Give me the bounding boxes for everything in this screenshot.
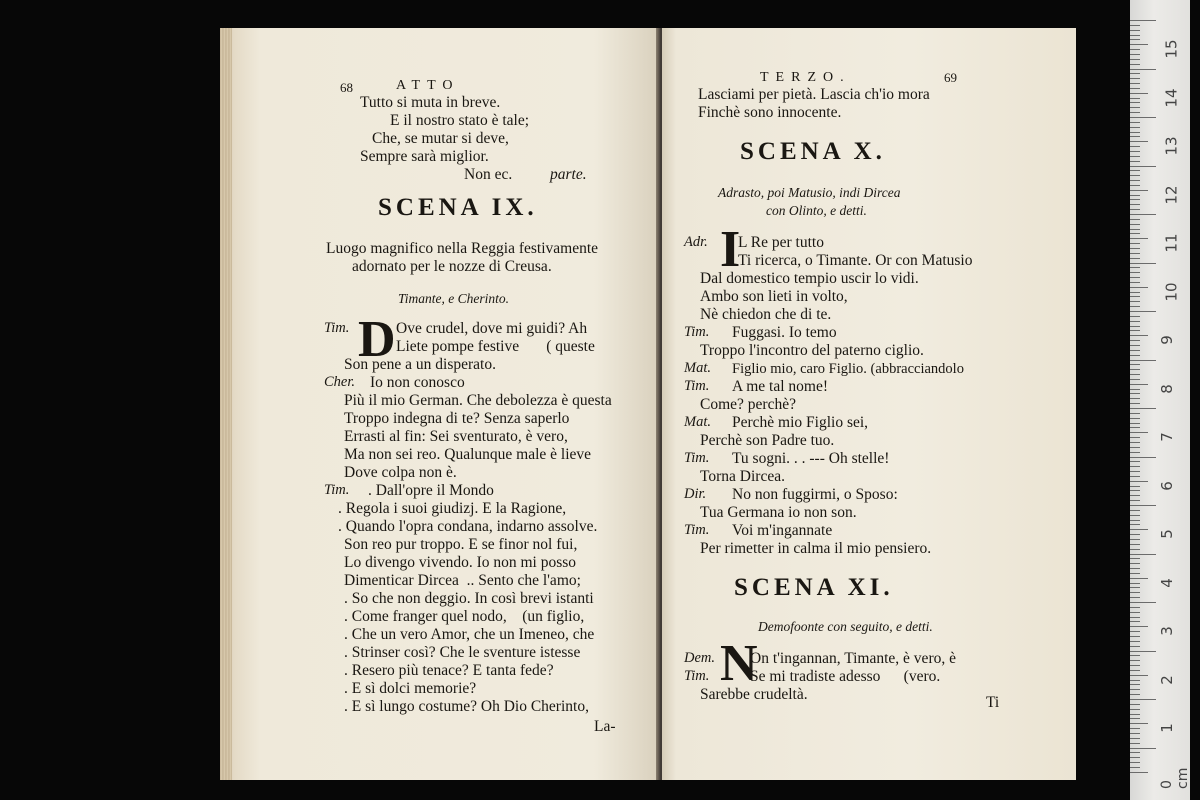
ruler-tick (1130, 602, 1156, 603)
text-line: Lasciami per pietà. Lascia ch'io mora (698, 86, 930, 103)
drop-cap: I (720, 221, 741, 278)
measurement-ruler (1130, 0, 1190, 800)
ruler-tick (1130, 248, 1140, 249)
ruler-tick (1130, 35, 1140, 36)
text-line: No non fuggirmi, o Sposo: (732, 486, 898, 503)
ruler-tick (1130, 423, 1140, 424)
ruler-tick (1130, 389, 1140, 390)
ruler-number: 6 (1157, 480, 1176, 491)
text-line: . Dall'opre il Mondo (368, 482, 494, 499)
ruler-tick (1130, 39, 1140, 40)
ruler-tick (1130, 146, 1140, 147)
ruler-tick (1130, 238, 1148, 239)
ruler-tick (1130, 267, 1140, 268)
ruler-tick (1130, 680, 1140, 681)
ruler-tick (1130, 481, 1148, 482)
catchword: Ti (986, 694, 1000, 711)
ruler-tick (1130, 461, 1140, 462)
ruler-tick (1130, 660, 1140, 661)
exit-text: Non ec. (464, 166, 513, 183)
ruler-tick (1130, 93, 1148, 94)
ruler-tick (1130, 418, 1140, 419)
speaker-label: Mat. (684, 360, 711, 376)
ruler-tick (1130, 30, 1140, 31)
ruler-tick (1130, 500, 1140, 501)
speaker-label: Tim. (684, 378, 710, 394)
ruler-tick (1130, 447, 1140, 448)
text-line: Ti ricerca, o Timante. Or con Matusio (738, 252, 973, 269)
text-line: Sarebbe crudeltà. (700, 686, 808, 703)
speaker-label: Tim. (684, 668, 710, 684)
ruler-tick (1130, 573, 1140, 574)
speaker-label: Tim. (324, 482, 350, 498)
stage-direction: parte. (550, 166, 587, 183)
text-line: A me tal nome! (732, 378, 828, 395)
ruler-number: 4 (1157, 577, 1176, 588)
ruler-tick (1130, 263, 1156, 264)
ruler-tick (1130, 233, 1140, 234)
text-line: . E sì dolci memorie? (344, 680, 477, 697)
ruler-tick (1130, 88, 1140, 89)
text-line: Per rimetter in calma il mio pensiero. (700, 540, 932, 557)
text-line: . Come franger quel nodo, (un figlio, (344, 608, 585, 625)
ruler-tick (1130, 728, 1140, 729)
setting-line: Luogo magnifico nella Reggia festivamente (326, 240, 599, 257)
text-line: Se mi tradiste adesso (vero. (750, 668, 941, 685)
ruler-tick (1130, 166, 1156, 167)
speaker-label: Adr. (684, 234, 708, 250)
ruler-number: 14 (1162, 87, 1181, 108)
text-line: Troppo indegna di te? Senza saperlo (344, 410, 570, 427)
ruler-tick (1130, 277, 1140, 278)
speaker-label: Tim. (324, 320, 350, 336)
ruler-tick (1130, 524, 1140, 525)
ruler-tick (1130, 112, 1140, 113)
ruler-tick (1130, 490, 1140, 491)
ruler-tick (1130, 136, 1140, 137)
ruler-tick (1130, 360, 1156, 361)
verse-line: Tutto si muta in breve. (360, 94, 501, 111)
ruler-tick (1130, 209, 1140, 210)
ruler-tick (1130, 592, 1140, 593)
running-head: TERZO. (760, 70, 851, 85)
ruler-tick (1130, 78, 1140, 79)
ruler-tick (1130, 292, 1140, 293)
text-line: Più il mio German. Che debolezza è questa (344, 392, 612, 409)
ruler-number: 11 (1162, 233, 1181, 253)
text-line: Perchè mio Figlio sei, (732, 414, 869, 431)
ruler-tick (1130, 73, 1140, 74)
ruler-tick (1130, 379, 1140, 380)
ruler-tick (1130, 738, 1140, 739)
ruler-tick (1130, 587, 1140, 588)
ruler-tick (1130, 403, 1140, 404)
ruler-tick (1130, 733, 1140, 734)
characters-line: Demofoonte con seguito, e detti. (758, 619, 933, 634)
ruler-tick (1130, 321, 1140, 322)
ruler-tick (1130, 442, 1140, 443)
ruler-tick (1130, 684, 1140, 685)
open-book (220, 28, 1076, 780)
catchword: La- (594, 718, 616, 735)
verse-line: Che, se mutar si deve, (372, 130, 509, 147)
text-line: Son pene a un disperato. (344, 356, 496, 373)
ruler-tick (1130, 102, 1140, 103)
ruler-number: 13 (1162, 136, 1181, 156)
text-line: Torna Dircea. (700, 468, 785, 485)
text-line: Tu sogni. . . --- Oh stelle! (732, 450, 890, 467)
text-line: Ove crudel, dove mi guidi? Ah (396, 320, 588, 337)
ruler-tick (1130, 20, 1156, 21)
ruler-tick (1130, 437, 1140, 438)
ruler-tick (1130, 408, 1156, 409)
ruler-tick (1130, 287, 1148, 288)
ruler-tick (1130, 689, 1140, 690)
ruler-tick (1130, 651, 1156, 652)
ruler-tick (1130, 253, 1140, 254)
ruler-tick (1130, 670, 1140, 671)
ruler-tick (1130, 54, 1140, 55)
ruler-tick (1130, 718, 1140, 719)
ruler-tick (1130, 636, 1140, 637)
ruler-tick (1130, 457, 1156, 458)
ruler-tick (1130, 199, 1140, 200)
text-line: . E sì lungo costume? Oh Dio Cherinto, (344, 698, 589, 715)
setting-line: adornato per le nozze di Creusa. (352, 258, 552, 275)
text-line: Come? perchè? (700, 396, 796, 413)
ruler-tick (1130, 578, 1148, 579)
text-line: Finchè sono innocente. (698, 104, 842, 121)
verse-line: Sempre sarà miglior. (360, 148, 489, 165)
characters-line: Timante, e Cherinto. (398, 291, 509, 306)
ruler-unit: 0 cm (1159, 767, 1191, 789)
ruler-tick (1130, 617, 1140, 618)
ruler-tick (1130, 515, 1140, 516)
ruler-tick (1130, 364, 1140, 365)
ruler-tick (1130, 772, 1148, 773)
text-line: Lo divengo vivendo. Io non mi posso (344, 554, 577, 571)
ruler-tick (1130, 486, 1140, 487)
ruler-tick (1130, 374, 1140, 375)
ruler-tick (1130, 195, 1140, 196)
ruler-tick (1130, 219, 1140, 220)
text-line: Voi m'ingannate (732, 522, 833, 539)
ruler-tick (1130, 59, 1140, 60)
ruler-tick (1130, 83, 1140, 84)
ruler-tick (1130, 626, 1148, 627)
text-line: . Resero più tenace? E tanta fede? (344, 662, 554, 679)
ruler-tick (1130, 597, 1140, 598)
text-line: . Quando l'opra condana, indarno assolve. (338, 518, 598, 535)
ruler-tick (1130, 301, 1140, 302)
page-number: 68 (340, 80, 353, 95)
ruler-number: 7 (1157, 432, 1176, 442)
ruler-tick (1130, 466, 1140, 467)
ruler-tick (1130, 156, 1140, 157)
ruler-tick (1130, 743, 1140, 744)
ruler-tick (1130, 704, 1140, 705)
drop-cap: D (358, 311, 396, 368)
speaker-label: Tim. (684, 522, 710, 538)
ruler-tick (1130, 510, 1140, 511)
ruler-tick (1130, 757, 1140, 758)
ruler-number: 5 (1157, 529, 1176, 539)
ruler-tick (1130, 214, 1156, 215)
ruler-tick (1130, 641, 1140, 642)
ruler-tick (1130, 520, 1140, 521)
ruler-tick (1130, 505, 1156, 506)
text-line: Troppo l'incontro del paterno ciglio. (700, 342, 924, 359)
characters-line: Adrasto, poi Matusio, indi Dircea (718, 185, 901, 200)
text-line: Ma non sei reo. Qualunque male è lieve (344, 446, 592, 463)
text-line: Son reo pur troppo. E se finor nol fui, (344, 536, 578, 553)
ruler-tick (1130, 752, 1140, 753)
ruler-tick (1130, 398, 1140, 399)
ruler-tick (1130, 107, 1140, 108)
ruler-tick (1130, 748, 1156, 749)
ruler-tick (1130, 330, 1140, 331)
ruler-tick (1130, 675, 1148, 676)
ruler-tick (1130, 229, 1140, 230)
ruler-tick (1130, 563, 1140, 564)
text-line: . Regola i suoi giudizj. E la Ragione, (338, 500, 567, 517)
ruler-tick (1130, 161, 1140, 162)
text-line: . Che un vero Amor, che un Imeneo, che (344, 626, 595, 643)
verse-line: E il nostro stato è tale; (390, 112, 530, 129)
ruler-tick (1130, 326, 1140, 327)
ruler-tick (1130, 558, 1140, 559)
ruler-tick (1130, 25, 1140, 26)
ruler-tick (1130, 180, 1140, 181)
text-line: Nè chiedon che di te. (700, 306, 832, 323)
drop-cap: N (720, 635, 758, 692)
left-page (220, 28, 660, 780)
speaker-label: Tim. (684, 324, 710, 340)
ruler-tick (1130, 631, 1140, 632)
ruler-tick (1130, 141, 1148, 142)
text-line: Dal domestico tempio uscir lo vidi. (700, 270, 919, 287)
speaker-label: Mat. (684, 414, 711, 430)
speaker-label: Dir. (684, 486, 707, 502)
ruler-tick (1130, 655, 1140, 656)
ruler-number: 1 (1157, 723, 1176, 733)
ruler-tick (1130, 393, 1140, 394)
ruler-tick (1130, 170, 1140, 171)
ruler-tick (1130, 549, 1140, 550)
ruler-number: 9 (1157, 335, 1176, 345)
page-number: 69 (944, 70, 957, 85)
text-line: Errasti al fin: Sei sventurato, è vero, (344, 428, 568, 445)
ruler-tick (1130, 427, 1140, 428)
scene-title: SCENA IX. (378, 194, 538, 221)
ruler-tick (1130, 175, 1140, 176)
ruler-tick (1130, 122, 1140, 123)
ruler-tick (1130, 345, 1140, 346)
ruler-tick (1130, 699, 1156, 700)
ruler-tick (1130, 306, 1140, 307)
ruler-tick (1130, 762, 1140, 763)
ruler-tick (1130, 335, 1148, 336)
ruler-number: 12 (1162, 184, 1181, 205)
ruler-tick (1130, 224, 1140, 225)
text-line: Perchè son Padre tuo. (700, 432, 835, 449)
ruler-tick (1130, 621, 1140, 622)
text-line: Dimenticar Dircea .. Sento che l'amo; (344, 572, 581, 589)
ruler-tick (1130, 665, 1140, 666)
ruler-tick (1130, 296, 1140, 297)
ruler-tick (1130, 350, 1140, 351)
ruler-tick (1130, 272, 1140, 273)
ruler-tick (1130, 544, 1140, 545)
ruler-number: 15 (1162, 39, 1181, 59)
ruler-tick (1130, 243, 1140, 244)
ruler-tick (1130, 534, 1140, 535)
scene-title: SCENA X. (740, 138, 886, 165)
ruler-tick (1130, 452, 1140, 453)
ruler-tick (1130, 583, 1140, 584)
ruler-tick (1130, 568, 1140, 569)
ruler-tick (1130, 355, 1140, 356)
text-line: On t'ingannan, Timante, è vero, è (750, 650, 956, 667)
ruler-tick (1130, 98, 1140, 99)
ruler-tick (1130, 495, 1140, 496)
ruler-tick (1130, 767, 1140, 768)
ruler-number: 2 (1157, 674, 1176, 685)
ruler-number: 10 (1162, 281, 1181, 302)
ruler-tick (1130, 694, 1140, 695)
ruler-tick (1130, 646, 1140, 647)
ruler-tick (1130, 554, 1156, 555)
ruler-tick (1130, 432, 1148, 433)
ruler-tick (1130, 282, 1140, 283)
ruler-tick (1130, 117, 1156, 118)
ruler-tick (1130, 529, 1148, 530)
ruler-number: 3 (1157, 626, 1176, 636)
ruler-tick (1130, 709, 1140, 710)
ruler-tick (1130, 714, 1140, 715)
text-line: Ambo son lieti in volto, (700, 288, 848, 305)
ruler-tick (1130, 340, 1140, 341)
ruler-tick (1130, 69, 1156, 70)
ruler-tick (1130, 476, 1140, 477)
text-line: Tua Germana io non son. (700, 504, 857, 521)
ruler-tick (1130, 258, 1140, 259)
ruler-tick (1130, 384, 1148, 385)
text-line: Dove colpa non è. (344, 464, 457, 481)
ruler-tick (1130, 369, 1140, 370)
text-line: L Re per tutto (738, 234, 824, 251)
ruler-tick (1130, 413, 1140, 414)
ruler-tick (1130, 612, 1140, 613)
ruler-tick (1130, 132, 1140, 133)
text-line: Liete pompe festive ( queste (396, 338, 595, 355)
text-line: Figlio mio, caro Figlio. (abbracciandolo (732, 361, 964, 377)
ruler-tick (1130, 185, 1140, 186)
ruler-tick (1130, 204, 1140, 205)
ruler-tick (1130, 311, 1156, 312)
page-edges (220, 28, 232, 780)
ruler-tick (1130, 471, 1140, 472)
ruler-tick (1130, 607, 1140, 608)
scene-title: SCENA XI. (734, 574, 894, 601)
running-head: ATTO (396, 78, 460, 93)
ruler-tick (1130, 316, 1140, 317)
ruler-tick (1130, 64, 1140, 65)
ruler-tick (1130, 723, 1148, 724)
ruler-tick (1130, 49, 1140, 50)
text-line: . Strinser così? Che le sventure istesse (344, 644, 581, 661)
ruler-number: 8 (1157, 383, 1176, 394)
speaker-label: Dem. (684, 650, 716, 666)
text-line: . So che non deggio. In così brevi istanti (344, 590, 594, 607)
characters-line: con Olinto, e detti. (766, 203, 867, 218)
ruler-tick (1130, 44, 1148, 45)
ruler-tick (1130, 190, 1148, 191)
ruler-tick (1130, 127, 1140, 128)
text-line: Fuggasi. Io temo (732, 324, 837, 341)
speaker-label: Cher. (324, 374, 356, 390)
ruler-tick (1130, 539, 1140, 540)
text-line: Io non conosco (370, 374, 465, 391)
right-page (662, 28, 1076, 780)
ruler-tick (1130, 151, 1140, 152)
speaker-label: Tim. (684, 450, 710, 466)
